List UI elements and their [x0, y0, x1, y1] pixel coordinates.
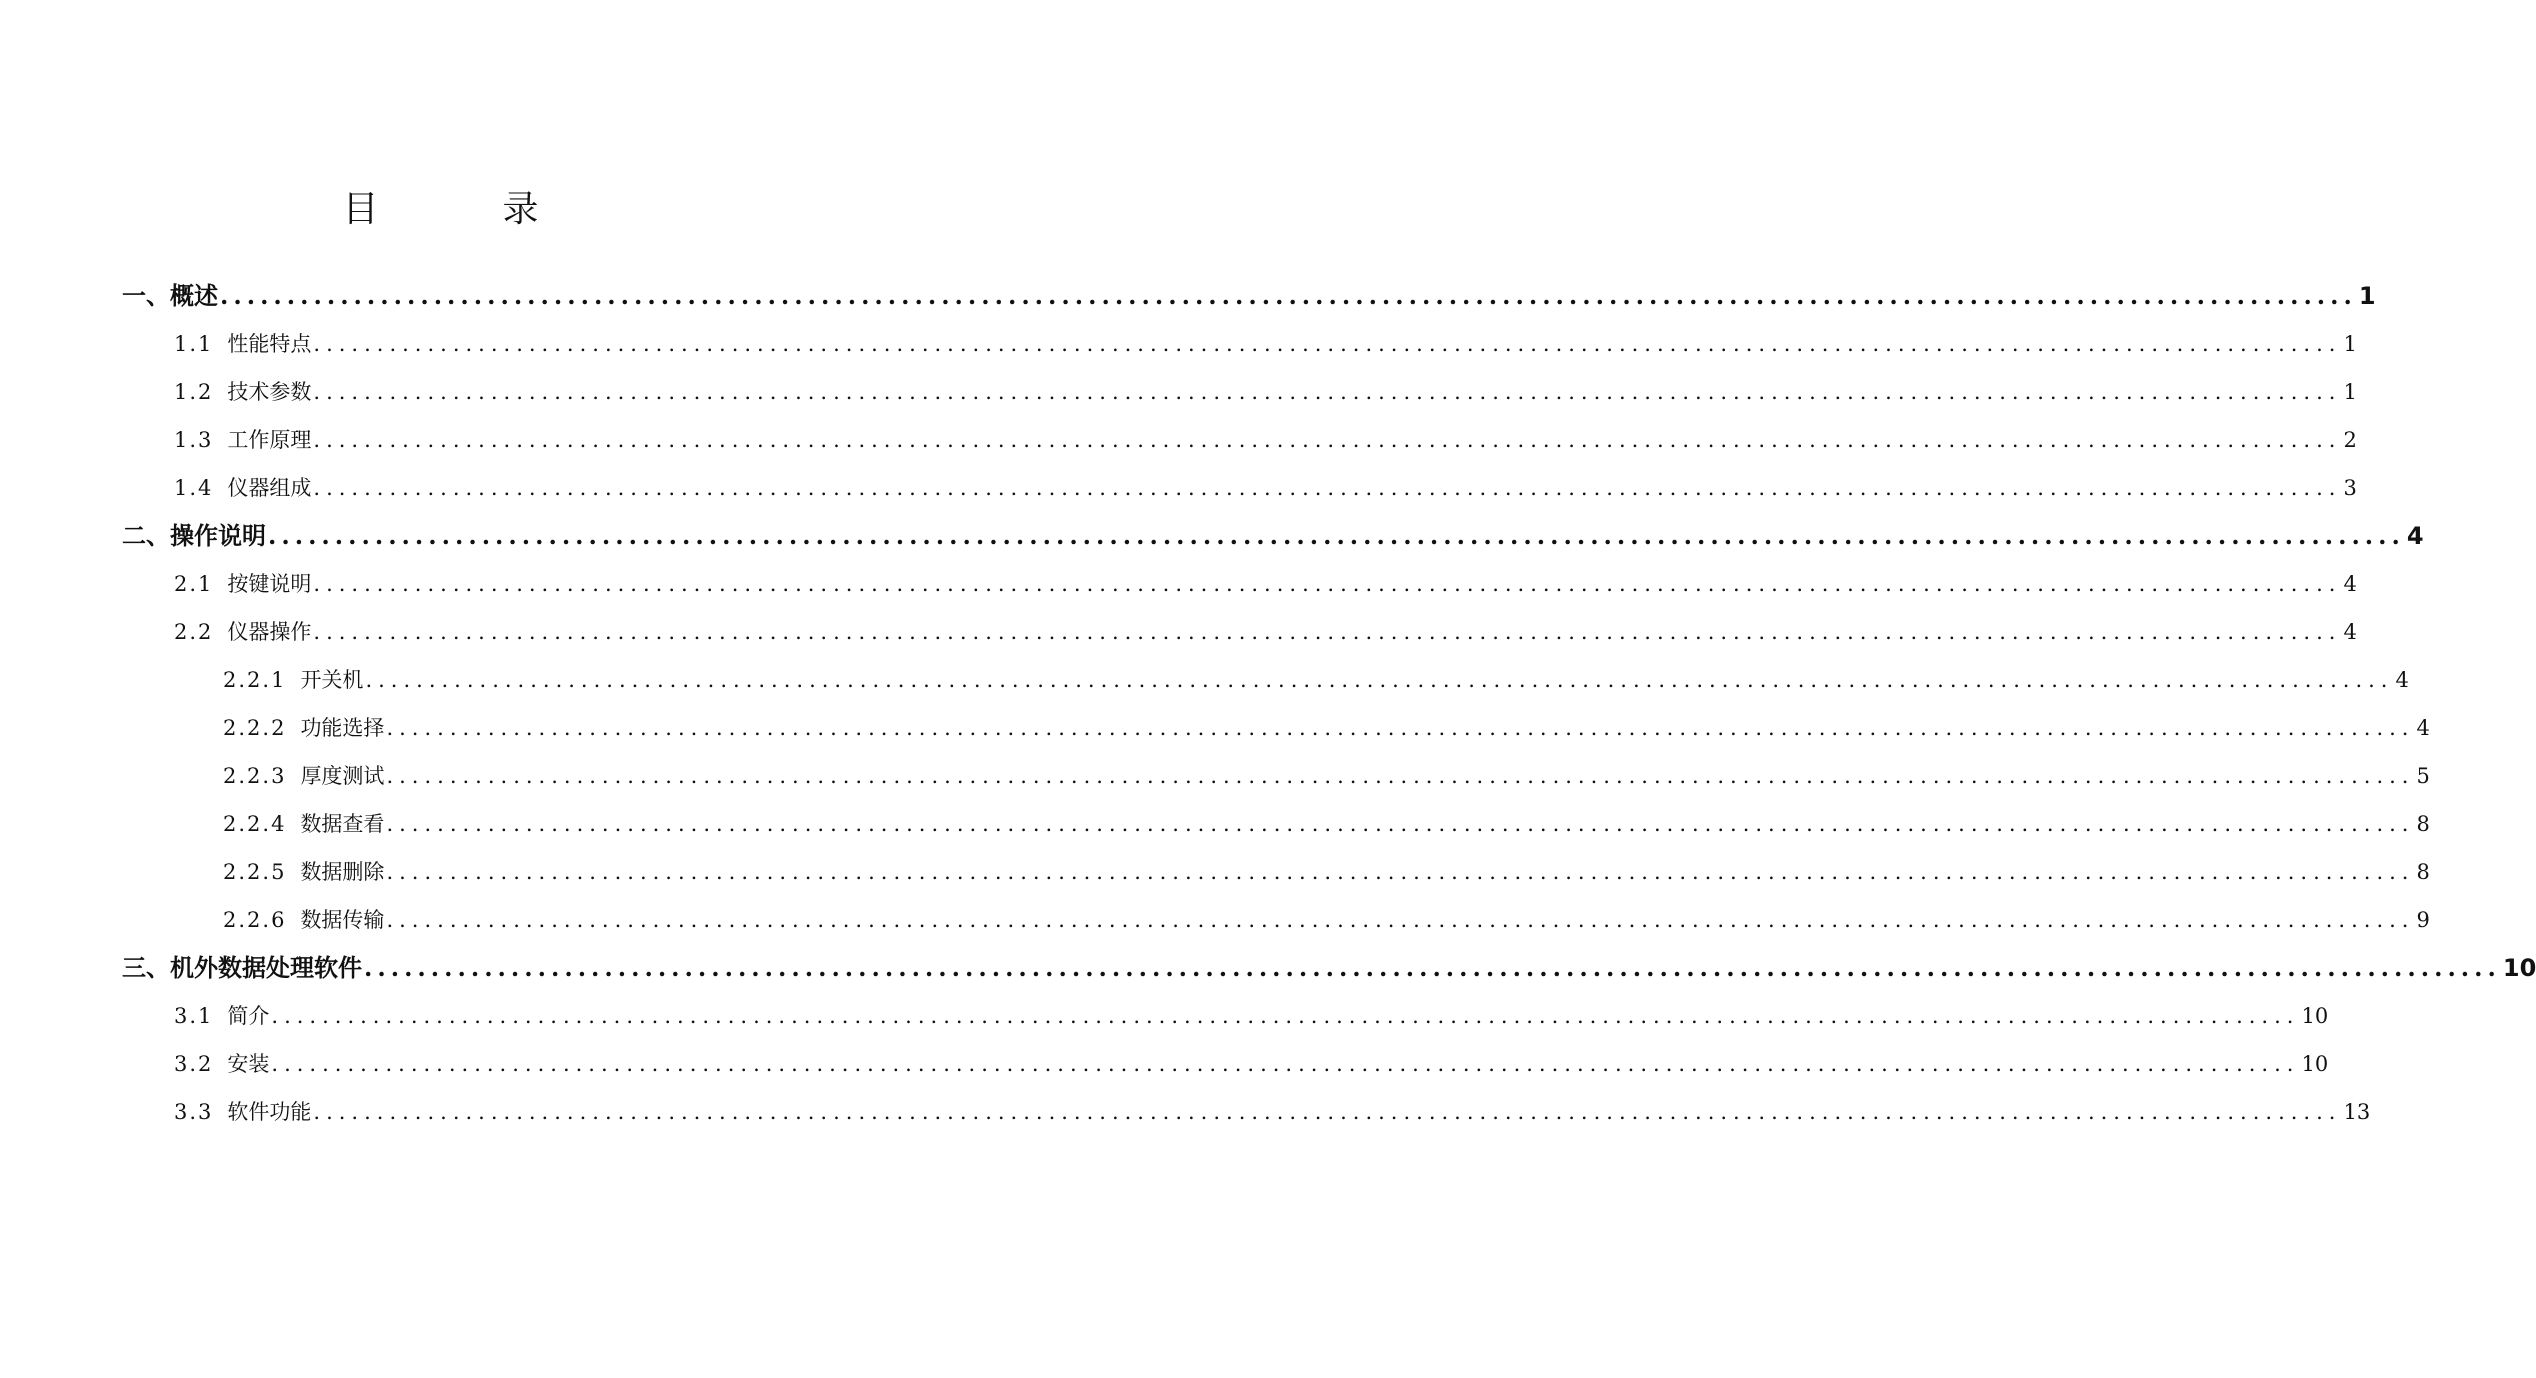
toc-entry[interactable] — [223, 708, 2430, 748]
toc-entry[interactable] — [174, 420, 2357, 460]
entry-page-number: 3 — [2343, 476, 2357, 500]
entry-page-number: 10 — [2301, 1004, 2329, 1028]
entry-page-number: 2 — [2343, 428, 2357, 452]
dot-leader: ................................................................................................................................................................ — [313, 620, 2342, 644]
toc-entry[interactable] — [174, 1044, 2329, 1084]
dot-leader: ................................................................................................................................................................ — [365, 668, 2394, 692]
dot-leader: ................................................................................................................................................................ — [313, 332, 2342, 356]
entry-number: 二、 — [122, 522, 170, 550]
entry-page-number: 13 — [2343, 1100, 2371, 1124]
toc-entry[interactable] — [122, 516, 2424, 556]
entry-text: 按键说明 — [227, 572, 312, 596]
entry-number: 2.2.5 — [223, 860, 287, 884]
entry-number: 2.2.2 — [223, 716, 287, 740]
toc-entry[interactable] — [223, 756, 2430, 796]
entry-number: 3.2 — [174, 1052, 214, 1076]
dot-leader: ................................................................................................................................................................ — [386, 860, 2415, 884]
toc-entry[interactable] — [223, 804, 2430, 844]
entry-number: 2.2 — [174, 620, 214, 644]
entry-page-number: 4 — [2395, 668, 2409, 692]
toc-title: 目 录 — [342, 189, 583, 230]
toc-entry[interactable] — [174, 996, 2329, 1036]
entry-text: 功能选择 — [300, 716, 385, 740]
entry-number: 3.3 — [174, 1100, 214, 1124]
toc-entry[interactable] — [223, 852, 2430, 892]
entry-text: 数据删除 — [300, 860, 385, 884]
dot-leader: ................................................................................................................................................................ — [386, 764, 2415, 788]
entry-number: 1.2 — [174, 380, 214, 404]
entry-text: 操作说明 — [170, 522, 266, 550]
toc-entry[interactable] — [174, 468, 2357, 508]
entry-page-number: 4 — [2343, 572, 2357, 596]
entry-text: 仪器操作 — [227, 620, 312, 644]
entry-text: 厚度测试 — [300, 764, 385, 788]
entry-page-number: 10 — [2502, 954, 2536, 982]
entry-page-number: 4 — [2343, 620, 2357, 644]
toc-entry[interactable] — [223, 660, 2409, 700]
entry-number: 2.1 — [174, 572, 214, 596]
entry-text: 软件功能 — [227, 1100, 312, 1124]
dot-leader: ................................................................................................................................................................ — [271, 1004, 2300, 1028]
toc-entry[interactable] — [223, 900, 2430, 940]
dot-leader: ................................................................................................................................................................ — [271, 1052, 2300, 1076]
entry-page-number: 1 — [2358, 282, 2376, 310]
entry-number: 1.4 — [174, 476, 214, 500]
entry-page-number: 9 — [2416, 908, 2430, 932]
entry-text: 技术参数 — [227, 380, 312, 404]
dot-leader: ................................................................................................................................................................ — [313, 380, 2342, 404]
dot-leader: ................................................................................................................................................................ — [268, 521, 2405, 550]
dot-leader: ................................................................................................................................................................ — [364, 953, 2501, 982]
dot-leader: ................................................................................................................................................................ — [313, 1100, 2342, 1124]
dot-leader: ................................................................................................................................................................ — [386, 908, 2415, 932]
entry-text: 安装 — [227, 1052, 270, 1076]
toc-entry[interactable] — [174, 372, 2357, 412]
entry-page-number: 1 — [2343, 332, 2357, 356]
entry-page-number: 1 — [2343, 380, 2357, 404]
toc-entry[interactable] — [122, 276, 2376, 316]
entry-text: 仪器组成 — [227, 476, 312, 500]
entry-number: 三、 — [122, 954, 170, 982]
toc-entry[interactable] — [174, 1092, 2371, 1132]
toc-entry[interactable] — [174, 324, 2357, 364]
entry-page-number: 4 — [2406, 522, 2424, 550]
dot-leader: ................................................................................................................................................................ — [313, 428, 2342, 452]
entry-page-number: 8 — [2416, 860, 2430, 884]
toc-entry[interactable] — [174, 564, 2357, 604]
entry-page-number: 8 — [2416, 812, 2430, 836]
entry-number: 1.1 — [174, 332, 214, 356]
entry-page-number: 4 — [2416, 716, 2430, 740]
entry-page-number: 10 — [2301, 1052, 2329, 1076]
toc-entry[interactable] — [174, 612, 2357, 652]
entry-number: 1.3 — [174, 428, 214, 452]
entry-number: 2.2.4 — [223, 812, 287, 836]
dot-leader: ................................................................................................................................................................ — [386, 716, 2415, 740]
toc-entry[interactable] — [122, 948, 2536, 988]
entry-text: 机外数据处理软件 — [170, 954, 362, 982]
entry-number: 一、 — [122, 282, 170, 310]
dot-leader: ................................................................................................................................................................ — [313, 572, 2342, 596]
entry-text: 简介 — [227, 1004, 270, 1028]
entry-text: 概述 — [170, 282, 218, 310]
dot-leader: ................................................................................................................................................................ — [220, 281, 2357, 310]
entry-number: 3.1 — [174, 1004, 214, 1028]
entry-text: 性能特点 — [227, 332, 312, 356]
entry-number: 2.2.1 — [223, 668, 287, 692]
entry-page-number: 5 — [2416, 764, 2430, 788]
dot-leader: ................................................................................................................................................................ — [313, 476, 2342, 500]
entry-text: 数据查看 — [300, 812, 385, 836]
entry-number: 2.2.3 — [223, 764, 287, 788]
dot-leader: ................................................................................................................................................................ — [386, 812, 2415, 836]
entry-text: 开关机 — [300, 668, 364, 692]
entry-number: 2.2.6 — [223, 908, 287, 932]
entry-text: 工作原理 — [227, 428, 312, 452]
entry-text: 数据传输 — [300, 908, 385, 932]
